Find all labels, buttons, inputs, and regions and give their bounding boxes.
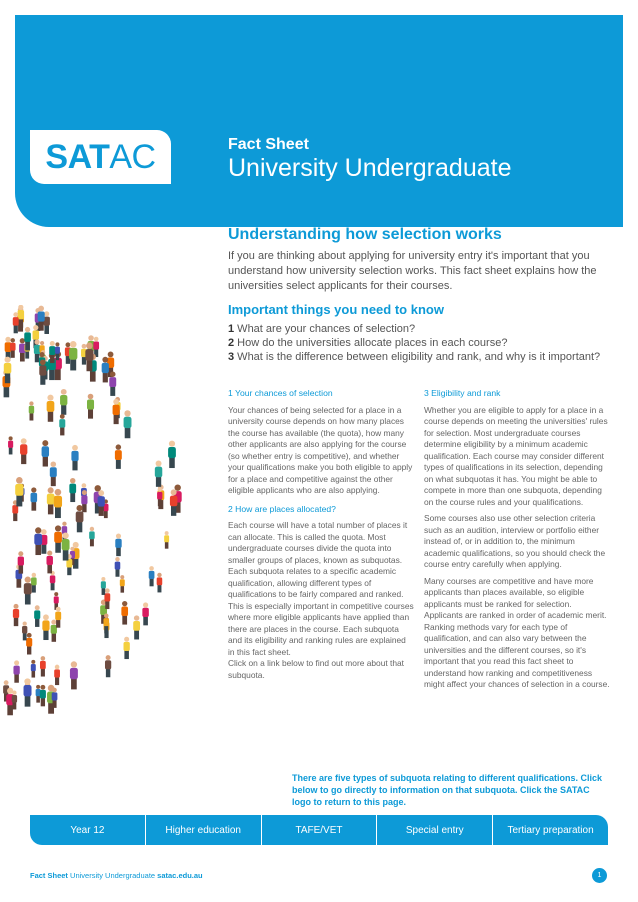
- crowd-person: [50, 461, 57, 486]
- crowd-person: [31, 573, 37, 593]
- crowd-person: [115, 533, 121, 556]
- crowd-person: [31, 487, 38, 510]
- crowd-person: [13, 312, 19, 333]
- crowd-person: [49, 341, 55, 363]
- crowd-person: [26, 633, 32, 655]
- col-paragraph: Click on a link below to find out more about that subquota.: [228, 658, 404, 680]
- footer-site-link[interactable]: satac.edu.au: [157, 871, 203, 880]
- footer-title: University Undergraduate: [70, 871, 156, 880]
- crowd-person: [121, 601, 128, 625]
- crowd-person: [102, 357, 109, 383]
- intro-text: If you are thinking about applying for university entry it's important that you understand how university selection works. This fact sheet explains how the universities select applicants for their courses.: [228, 250, 597, 292]
- crowd-person: [103, 613, 109, 633]
- col-paragraph: Whether you are eligible to apply for a place in a course depends on meeting the universities' rules for selection. Most undergraduate courses determine eligibility by a minimum academic qualification. Each course may consider different types of qualifications in its selection, depending on what subquotas it has. You might be able to compete in more than one subquota, depending on the course rules and your qualifications.: [424, 404, 608, 507]
- crowd-person: [71, 445, 78, 471]
- footer: [30, 871, 203, 880]
- crowd-person: [38, 306, 45, 331]
- crowd-person: [104, 588, 110, 609]
- crowd-person: [60, 389, 67, 415]
- crowd-person: [155, 460, 162, 486]
- important-list: [228, 322, 613, 364]
- crowd-person: [34, 605, 40, 627]
- tab-tertiary-preparation[interactable]: Tertiary preparation: [493, 815, 608, 845]
- crowd-person: [124, 637, 130, 659]
- crowd-person: [15, 477, 23, 506]
- question-item: [228, 336, 613, 350]
- crowd-person: [40, 685, 46, 706]
- crowd-person: [115, 557, 121, 577]
- crowd-person: [12, 691, 17, 710]
- right-column: [424, 388, 610, 696]
- crowd-person: [50, 571, 55, 590]
- crowd-person: [52, 688, 58, 708]
- question-number: 2: [228, 337, 235, 349]
- crowd-person: [29, 401, 34, 420]
- crowd-person: [69, 478, 76, 502]
- crowd-person: [93, 337, 99, 357]
- fact-sheet-label: Fact Sheet: [228, 136, 309, 153]
- crowd-person: [4, 357, 12, 384]
- crowd-person: [98, 490, 105, 516]
- col-paragraph: Your chances of being selected for a place in a university course depends on how many places the course has available (the quota), how many other applicants are also applying for the course (so whether entry is competitive), and whether your qualifications make you both eligible to apply for a place and competitive against the other eligible applicants who are also applying.: [228, 404, 413, 495]
- left-column: [228, 388, 414, 686]
- crowd-person: [18, 551, 24, 573]
- crowd-person: [85, 342, 93, 371]
- crowd-person: [149, 566, 155, 586]
- subquota-instructions: There are five types of subquota relating to different qualifications. Click below to go directly to information on that subquota. Click the SATAC logo to return to this page.: [292, 773, 603, 807]
- crowd-person: [13, 660, 19, 682]
- col-paragraph: Each course will have a total number of places it can allocate. This is called the quota. Most undergraduate courses divide the quota into smaller groups of places, known as subquotas. Each subquota relates to a specific academic qualification, allowing different types of qualifications to be fairly compared and ranked. This is especially important in competitive courses where more eligible applicants have applied than there are places in the course. Each subquota and its eligibility and ranking rules are explained in this fact sheet.: [228, 520, 414, 657]
- crowd-person: [89, 527, 95, 547]
- crowd-person: [24, 577, 32, 605]
- question-text: How do the universities allocate places in each course?: [234, 337, 508, 349]
- crowd-person: [54, 489, 62, 518]
- crowd-person: [47, 395, 55, 422]
- crowd-person: [39, 359, 46, 384]
- crowd-person: [133, 615, 140, 639]
- crowd-person: [8, 436, 13, 454]
- crowd-person: [142, 602, 148, 625]
- crowd-person: [113, 399, 120, 424]
- crowd-person: [115, 444, 122, 468]
- tab-year-12[interactable]: Year 12: [30, 815, 146, 845]
- question-text: What are your chances of selection?: [234, 323, 416, 335]
- crowd-person: [24, 327, 31, 351]
- tab-tafe-vet[interactable]: TAFE/VET: [262, 815, 378, 845]
- crowd-person: [124, 410, 132, 438]
- crowd-person: [170, 489, 177, 515]
- crowd-person: [54, 525, 62, 552]
- crowd-person: [157, 488, 162, 507]
- crowd-person: [40, 656, 46, 676]
- tab-special-entry[interactable]: Special entry: [377, 815, 493, 845]
- crowd-person: [22, 622, 27, 641]
- crowd-person: [20, 438, 27, 464]
- crowd-person: [87, 394, 94, 419]
- col-heading-chances: 1 Your chances of selection: [228, 388, 333, 398]
- crowd-person: [62, 532, 70, 560]
- page-number: 1: [592, 868, 607, 883]
- crowd-person: [42, 614, 49, 640]
- question-text: What is the difference between eligibility and rank, and why is it important?: [234, 351, 601, 363]
- crowd-person: [168, 441, 176, 468]
- crowd-person: [24, 678, 32, 706]
- crowd-person: [157, 573, 163, 593]
- col-heading-eligibility: 3 Eligibility and rank: [424, 388, 501, 398]
- important-heading: Important things you need to know: [228, 302, 444, 317]
- question-item: [228, 350, 613, 364]
- crowd-person: [34, 527, 42, 555]
- crowd-person: [164, 531, 169, 549]
- subquota-tabs: [30, 815, 608, 845]
- logo-bold-text: SAT: [45, 137, 110, 176]
- crowd-person: [51, 620, 57, 642]
- question-number: 1: [228, 323, 235, 335]
- crowd-person: [47, 487, 55, 514]
- header-banner: [15, 15, 623, 227]
- crowd-person: [46, 551, 52, 574]
- crowd-person: [31, 660, 36, 678]
- question-item: [228, 322, 613, 336]
- page-title: University Undergraduate: [228, 154, 512, 182]
- footer-label: Fact Sheet: [30, 871, 68, 880]
- logo-light-text: AC: [109, 137, 156, 176]
- crowd-person: [70, 661, 78, 689]
- crowd-person: [10, 338, 16, 358]
- col-heading-allocation: 2 How are places allocated?: [228, 503, 336, 514]
- crowd-person: [120, 575, 125, 593]
- crowd-person: [33, 325, 40, 348]
- crowd-person: [105, 655, 111, 677]
- crowd-person: [59, 414, 65, 435]
- crowd-person: [109, 371, 116, 395]
- crowd-person: [42, 440, 49, 466]
- question-number: 3: [228, 351, 235, 363]
- tab-higher-education[interactable]: Higher education: [146, 815, 262, 845]
- crowd-person: [76, 505, 84, 532]
- crowd-person: [55, 607, 61, 628]
- crowd-person: [54, 665, 60, 685]
- col-paragraph: Many courses are competitive and have more applicants than places available, so eligible applicants must be ranked for selection. Applicants are ranked in order of academic merit. Ranking methods vary for each type of qualification, and can also vary between the universities and the different courses, so it's important that you read this fact sheet to understand how ranking and competitiveness might affect your chances of selection in a course.: [424, 575, 610, 689]
- crowd-person: [101, 577, 106, 595]
- crowd-person: [55, 342, 60, 360]
- col-paragraph: Some courses also use other selection criteria such as an audition, interview or portfolio either instead of, or in addition to, the minimum academic qualifications, so you should check the course entry carefully when applying.: [424, 513, 606, 569]
- section-heading: Understanding how selection works: [228, 226, 502, 243]
- crowd-person: [13, 604, 19, 626]
- crowd-illustration: [0, 305, 205, 725]
- satac-logo[interactable]: [30, 130, 171, 184]
- crowd-person: [69, 341, 77, 370]
